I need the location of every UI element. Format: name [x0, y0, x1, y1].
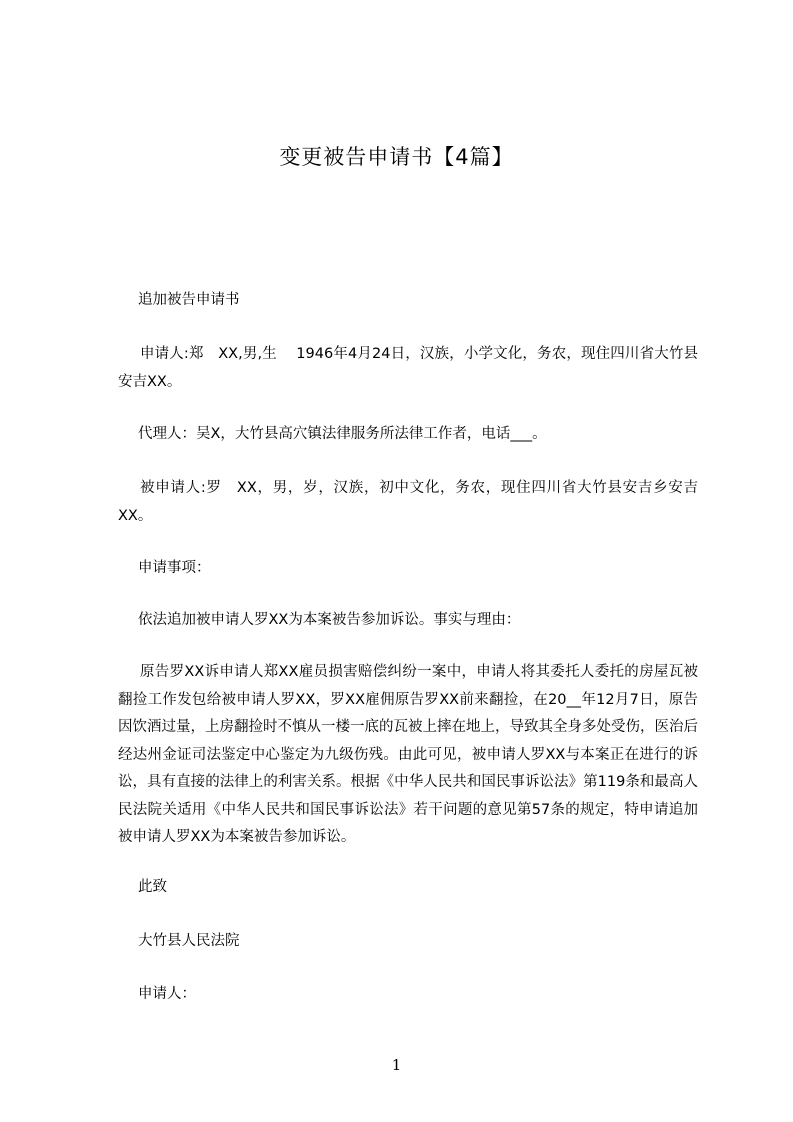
section-heading: 追加被告申请书: [138, 292, 240, 308]
agent-paragraph: 代理人：吴X，大竹县高穴镇法律服务所法律工作者，电话___。: [138, 426, 547, 442]
document-title: 变更被告申请书【4篇】: [279, 145, 514, 169]
page-number: 1: [391, 1056, 402, 1074]
facts-paragraph: 原告罗XX诉申请人郑XX雇员损害赔偿纠纷一案中，申请人将其委托人委托的房屋瓦被翻捡工作发包给被申请人罗XX，罗XX雇佣原告罗XX前来翻捡，在20__年12月7日，原告因饮酒过量，上房翻捡时不慎从一楼一底的瓦被上摔在地上，导致其全身多处受伤，医治后经达州金证司法鉴定中心鉴定为九级伤残。由此可见，被申请人罗XX与本案正在进行的诉讼，具有直接的法律上的利害关系。根据《中华人民共和国民事诉讼法》第119条和最高人民法院关适用《中华人民共和国民事诉讼法》若干问题的意见第57条的规定，特申请追加被申请人罗XX为本案被告参加诉讼。: [118, 664, 698, 845]
respondent-paragraph: 被申请人:罗 XX，男，岁，汉族，初中文化，务农，现住四川省大竹县安吉乡安吉XX。: [118, 480, 698, 524]
court-name: 大竹县人民法院: [138, 933, 240, 949]
request-paragraph: 依法追加被申请人罗XX为本案被告参加诉讼。事实与理由：: [138, 612, 521, 628]
applicant-paragraph: 申请人:郑 XX,男,生 1946年4月24日，汉族，小学文化，务农，现住四川省大竹县安吉XX。: [118, 346, 698, 390]
signature-label: 申请人：: [138, 986, 196, 1002]
matters-label: 申请事项：: [138, 560, 211, 576]
closing-text: 此致: [138, 879, 167, 895]
